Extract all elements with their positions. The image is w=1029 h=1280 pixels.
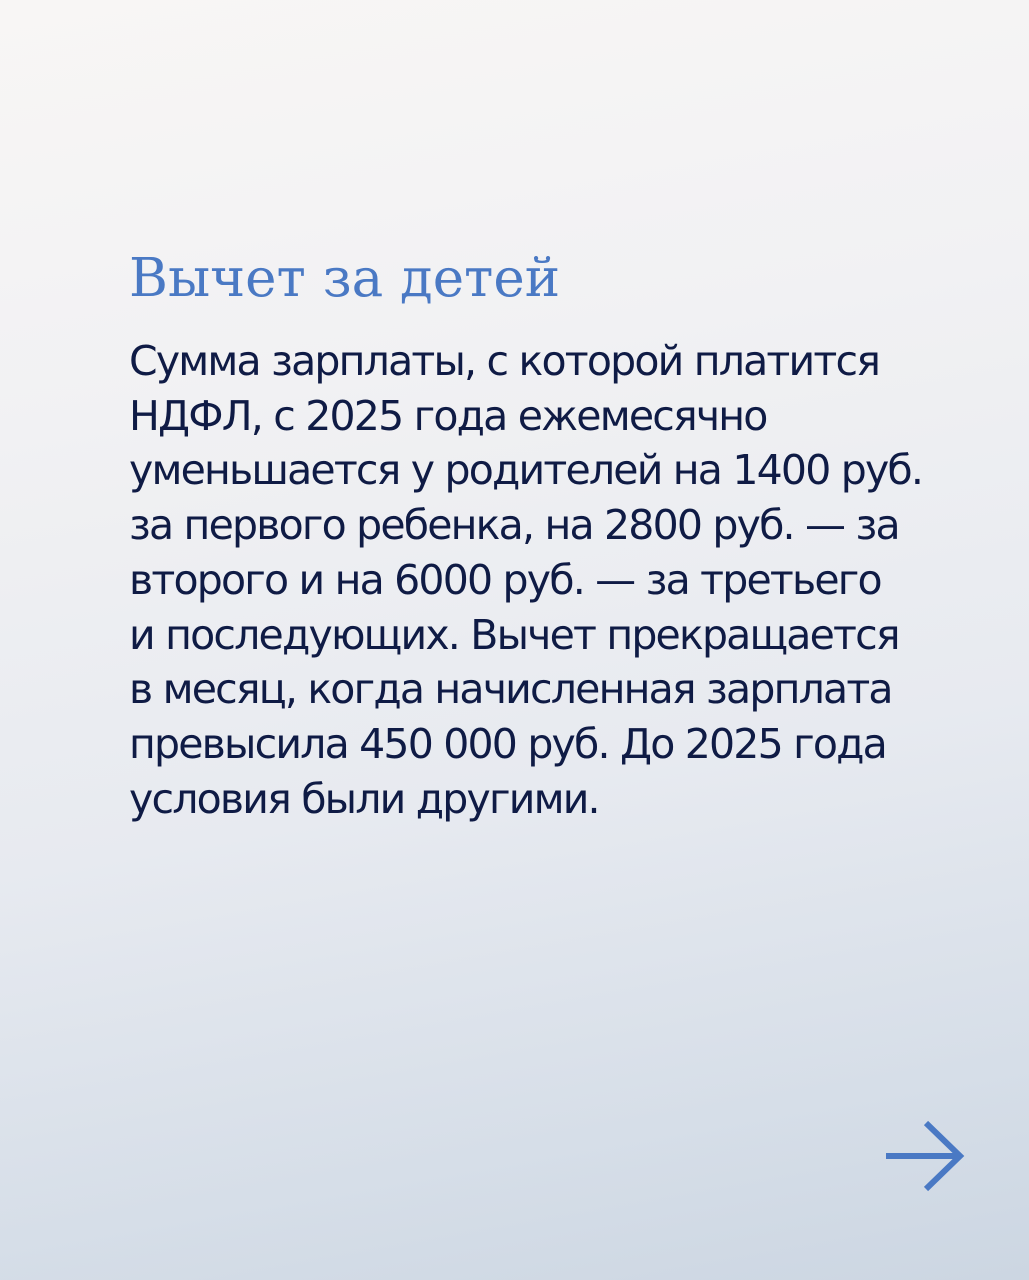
body-line: НДФЛ, с 2025 года ежемесячно bbox=[129, 391, 767, 440]
slide-title: Вычет за детей bbox=[129, 248, 561, 309]
body-line: второго и на 6000 руб. — за третьего bbox=[129, 555, 881, 604]
body-line: Сумма зарплаты, с которой платится bbox=[129, 337, 880, 385]
body-line: за первого ребенка, на 2800 руб. — за bbox=[129, 501, 899, 550]
slide-body-text bbox=[129, 334, 969, 826]
body-line: в месяц, когда начисленная зарплата bbox=[129, 665, 892, 714]
body-line: превысила 450 000 руб. До 2025 года bbox=[129, 719, 886, 768]
arrow-right-icon bbox=[882, 1118, 968, 1194]
next-slide-button[interactable] bbox=[882, 1118, 968, 1194]
body-line: условия были другими. bbox=[129, 774, 599, 823]
body-line: уменьшается у родителей на 1400 руб. bbox=[129, 446, 923, 495]
body-line: и последующих. Вычет прекращается bbox=[129, 610, 899, 659]
